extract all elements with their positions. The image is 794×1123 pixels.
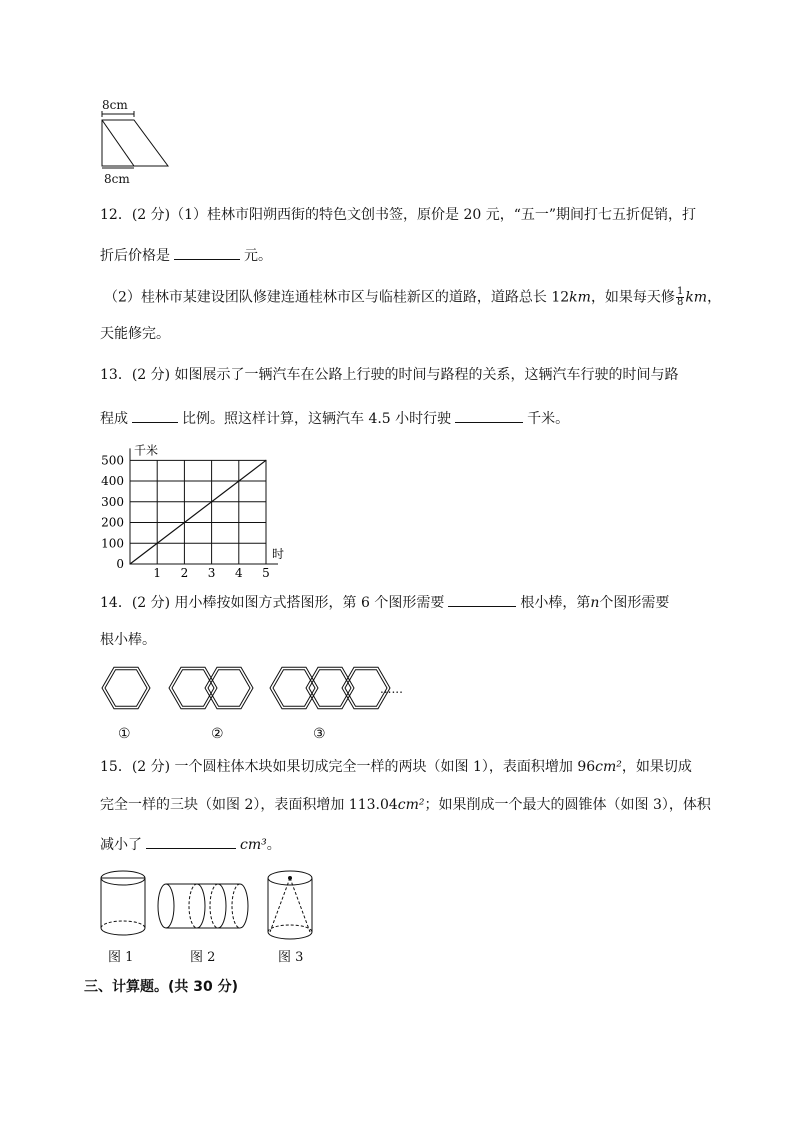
q12-fraction	[676, 287, 684, 308]
figure2-cylinder	[158, 884, 248, 928]
chart-x-tick-label: 5	[262, 566, 270, 578]
q12-line2-text-b: 元。	[244, 248, 272, 264]
hexagon-stick-figures	[96, 660, 406, 716]
chart-y-tick-label: 0	[116, 557, 124, 571]
hexagon-figure-2	[205, 667, 253, 709]
chart-x-tick-label: 3	[207, 566, 216, 578]
q12-answer-blank-1[interactable]	[174, 245, 240, 260]
q15-figure-label-2: 图 2	[190, 950, 216, 965]
q12-line3-text-a: （2）桂林市某建设团队修建连通桂林市区与临桂新区的道路，道路总长 12	[104, 289, 570, 306]
cylinder-figures	[96, 866, 326, 946]
q12-line2-text-a: 折后价格是	[100, 248, 170, 264]
q14-line1	[100, 592, 669, 612]
q14-line1-text-c: 个图形需要	[599, 595, 670, 611]
chart-y-tick-label: 400	[101, 474, 124, 489]
q14-line1-text-b: 根小棒，第	[520, 595, 591, 611]
q15-line1-text-b: ，如果切成	[621, 759, 692, 775]
q12-line2	[100, 245, 272, 265]
q12-frac-den: 8	[676, 297, 684, 308]
q15-line1-text-a: 15．(2 分) 一个圆柱体木块如果切成完全一样的两块（如图 1），表面积增加 96	[100, 759, 596, 775]
figure11-bottom-label: 8cm	[104, 172, 130, 186]
chart-x-tick-label: 2	[180, 566, 189, 578]
chart-y-tick-label: 200	[101, 515, 124, 530]
q14-answer-blank-1[interactable]	[448, 592, 516, 607]
chart-series-line	[130, 460, 266, 564]
q13-line1: 13．(2 分) 如图展示了一辆汽车在公路上行驶的时间与路程的关系，这辆汽车行驶的时间与路	[100, 367, 679, 383]
figure1-cylinder	[101, 871, 145, 935]
hexagon-figure-3	[306, 667, 354, 709]
q12-line3-text-b: ，如果每天修	[590, 289, 675, 306]
q13-line2-text-a: 程成	[100, 411, 128, 427]
q13-answer-blank-2[interactable]	[455, 408, 523, 423]
q14-var-n: n	[590, 595, 600, 611]
chart-x-axis-label: 时	[272, 547, 285, 561]
q15-line2-text-b: ；如果削成一个最大的圆锥体（如图 3），体积	[424, 797, 711, 813]
q12-line3-text-c: ，	[707, 289, 722, 306]
q12-line3	[104, 287, 721, 308]
q13-line2-text-b: 比例。照这样计算，这辆汽车 4.5 小时行驶	[182, 411, 452, 427]
chart-y-tick-label: 100	[101, 536, 124, 551]
hexagon-figure-1	[102, 667, 150, 709]
q12-frac-num: 1	[676, 286, 684, 297]
q13-line2-text-c: 千米。	[527, 411, 570, 427]
q14-figure-label-2: ②	[211, 726, 224, 742]
figure11-parallelogram	[96, 108, 176, 172]
hexagon-figure-1	[105, 670, 147, 706]
q12-line4: 天能修完。	[100, 326, 170, 342]
q13-answer-blank-1[interactable]	[132, 408, 178, 423]
q15-line2	[100, 796, 711, 814]
section-3-heading: 三、计算题。(共 30 分)	[84, 979, 239, 995]
chart-series-point	[265, 460, 266, 461]
figure3-cylinder-cone	[268, 871, 312, 939]
chart-x-tick-label: 4	[234, 566, 243, 578]
hexagon-figure-2	[169, 667, 217, 709]
q15-figure-label-3: 图 3	[278, 950, 304, 965]
chart-y-axis-label: 千米	[134, 443, 159, 458]
hexagon-figure-3	[270, 667, 318, 709]
q13-line2	[100, 408, 569, 428]
q12-line1: 12．(2 分)（1）桂林市阳朔西街的特色文创书签，原价是 20 元，“五一”期间打七五折促销，打	[100, 207, 697, 223]
chart-x-tick-label: 1	[153, 566, 162, 578]
distance-time-chart	[96, 438, 306, 578]
q12-unit-km-1: km	[569, 289, 591, 306]
q14-figure-label-1: ①	[118, 726, 131, 742]
q15-figure-label-1: 图 1	[108, 950, 134, 965]
q15-line1	[100, 758, 692, 776]
q15-line2-text-a: 完全一样的三块（如图 2），表面积增加 113.04	[100, 797, 398, 813]
q14-figure-label-3: ③	[313, 726, 326, 742]
q14-line2: 根小棒。	[100, 632, 156, 648]
figure11-top-label: 8cm	[102, 98, 128, 112]
q15-unit-cm2-2: cm²	[397, 797, 425, 813]
q14-line1-text-a: 14．(2 分) 用小棒按如图方式搭图形，第 6 个图形需要	[100, 595, 445, 611]
chart-y-tick-label: 500	[101, 453, 124, 468]
q15-answer-blank-1[interactable]	[146, 834, 236, 849]
chart-y-tick-label: 300	[101, 494, 124, 509]
q15-line3	[100, 834, 281, 854]
q15-unit-cm3: cm³	[240, 837, 267, 853]
q14-ellipsis: ......	[380, 682, 403, 696]
q15-unit-cm2-1: cm²	[595, 759, 622, 775]
q12-unit-km-2: km	[685, 289, 708, 306]
q15-line3-text-a: 减小了	[100, 837, 142, 853]
chart-series-point	[129, 563, 130, 564]
q15-line3-text-b: 。	[266, 837, 281, 853]
